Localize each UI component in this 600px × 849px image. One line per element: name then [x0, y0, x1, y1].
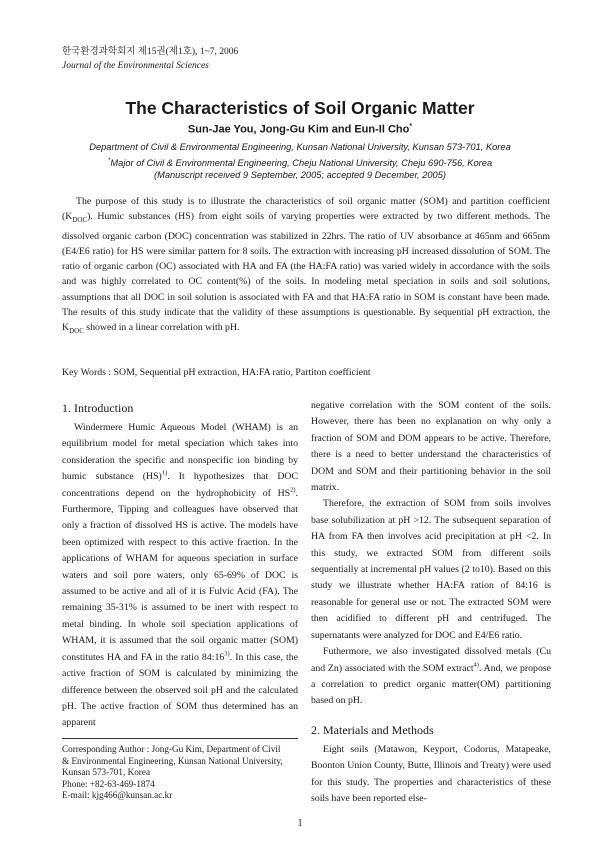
intro-paragraph-2: Therefore, the extraction of SOM from soils involves base solubilization at pH >12. The subsequent separation of HA from FA then involves acid precipitation at pH <2. In this study, we extracted SOM from different soils sequentially at incremental pH values (2 to10). Based on this study we illustrate whether HA:FA ration of 84:16 is reasonable for general use or not. The extracted SOM were then acidified to different pH and centrifuged. The supernatants were analyzed for DOC and E4/E6 ratio. — [311, 498, 551, 641]
journal-header-english: Journal of the Environmental Sciences — [62, 61, 209, 71]
kdoc-subscript-2: DOC — [69, 327, 84, 336]
methods-heading: 2. Materials and Methods — [311, 722, 434, 737]
intro-text-3: . Furthermore, Tipping and colleagues have observed that only a fraction of dissolved HS is active. The models have been optimized with respect to this active fraction. In the applications of WHAM for aqueous speciation in surface waters and soil pore waters, only 65-69% of DOC is assumed to be active and all of it is Fulvic Acid (FA). The remaining 35-31% is assumed to be inert with respect to metal binding. In whole soil speciation applications of WHAM, it is assumed that the soil organic matter (SOM) constitutes HA and FA in the ratio 84:16 — [62, 487, 298, 663]
introduction-heading: 1. Introduction — [62, 401, 134, 415]
methods-paragraph: Eight soils (Matawon, Keyport, Codorus, Matapeake, Boonton Union County, Butte, Illinois and Treaty) were used for this study. The properties and characteristics of these soils have been reported else- — [311, 743, 551, 804]
introduction-paragraph — [62, 420, 298, 732]
affiliation-1: Department of Civil & Environmental Engineering, Kunsan National University, Kunsan 573-701, Korea — [89, 142, 511, 152]
footnote-line-2: & Environmental Engineering, Kunsan National University, — [62, 755, 283, 766]
author-mark: * — [409, 123, 413, 130]
page-number: 1 — [297, 818, 303, 829]
intro-paragraph-3-text-b: . And, we propose a correlation to predict organic matter(OM) partitioning based on pH. — [311, 662, 551, 707]
keywords: Key Words : SOM, Sequential pH extraction, HA:FA ratio, Partiton coefficient — [62, 367, 371, 378]
paper-title: The Characteristics of Soil Organic Matter — [125, 98, 475, 118]
abstract-part-2: ). Humic substances (HS) from eight soils of varying properties were extracted by two different methods. The dissolved organic carbon (DOC) concentration was stabilized in 22hrs. The ratio of UV absorbance at 465nm and 665nm (E4/E6 ratio) for HS were similar pattern for 8 soils. The extraction with increasing pH increased dissolution of SOM. The ratio of organic carbon (OC) associated with HA and FA (the HA:FA ratio) was varied widely in accordance with the soils and was highly correlated to OC content(%) of the soils. In modeling metal speciation in soils and soil solutions, assumptions that all DOC in soil solution is associated with FA and that HA:FA ratio in SOM is constant have been made. The results of this study indicate that the validity of these assumptions is questionable. By sequential pH extraction, the K — [62, 211, 550, 334]
affiliation-2-text: Major of Civil & Environmental Engineering, Cheju National University, Cheju 690-756, Korea — [110, 158, 493, 169]
journal-header-korean: 한국환경과학회지 제15권(제1호), 1~7, 2006 — [62, 47, 239, 57]
intro-text-1: Windermere Humic Aqueous Model (WHAM) is an equilibrium model for metal speciation which takes into consideration the specific and nonspecific ion binding by humic substance (HS) — [62, 422, 298, 483]
right-column — [311, 398, 551, 807]
footnote-line-5: E-mail: kjg466@kunsan.ac.kr — [62, 790, 173, 800]
intro-paragraph-3 — [311, 644, 551, 710]
footnote-line-3: Kunsan 573-701, Korea — [62, 767, 151, 777]
abstract-part-1: The purpose of this study is to illustrate the characteristics of soil organic matter (SOM) and partition coefficient (K — [62, 196, 550, 223]
intro-continuation: negative correlation with the SOM content of the soils. However, there has been no explanation on why only a fraction of SOM and DOM appears to be active. Therefore, there is a need to better understand the characteristics of DOM and SOM and their partitioning behavior in the soil matrix. — [311, 400, 551, 494]
kdoc-subscript-1: DOC — [72, 216, 88, 225]
author-list — [0, 123, 600, 136]
ref-3: 3) — [224, 650, 230, 658]
footnote-line-4: Phone: +82-63-469-1874 — [62, 778, 155, 789]
intro-text-4: . In this case, the active fraction of SOM is calculated by minimizing the difference between the observed soil pH and the calculated pH. The active fraction of SOM thus determined has an apparent — [62, 651, 299, 729]
intro-paragraph-3-text-a: Futhermore, we also investigated dissolved metals (Cu and Zn) associated with the SOM extract — [311, 646, 551, 674]
intro-text-2: . It hypothesizes that DOC concentrations depend on the hydrophobicity of HS — [62, 471, 298, 499]
author-names: Sun-Jae You, Jong-Gu Kim and Eun-Il Cho — [187, 123, 410, 136]
affiliation-2 — [0, 155, 600, 169]
affiliation-2-mark: * — [107, 157, 111, 164]
ref-2: 2) — [290, 486, 296, 494]
abstract-part-3: showed in a linear correlation with pH. — [83, 322, 240, 334]
abstract — [62, 194, 550, 340]
footnote-line-1: Corresponding Author : Jong-Gu Kim, Department of Civil — [62, 744, 281, 754]
left-column — [62, 398, 298, 732]
ref-4: 4) — [473, 661, 479, 669]
manuscript-dates: (Manuscript received 9 September, 2005; accepted 9 December, 2005) — [154, 170, 446, 180]
corresponding-author-footnote — [62, 738, 298, 802]
ref-1: 1) — [161, 469, 168, 477]
